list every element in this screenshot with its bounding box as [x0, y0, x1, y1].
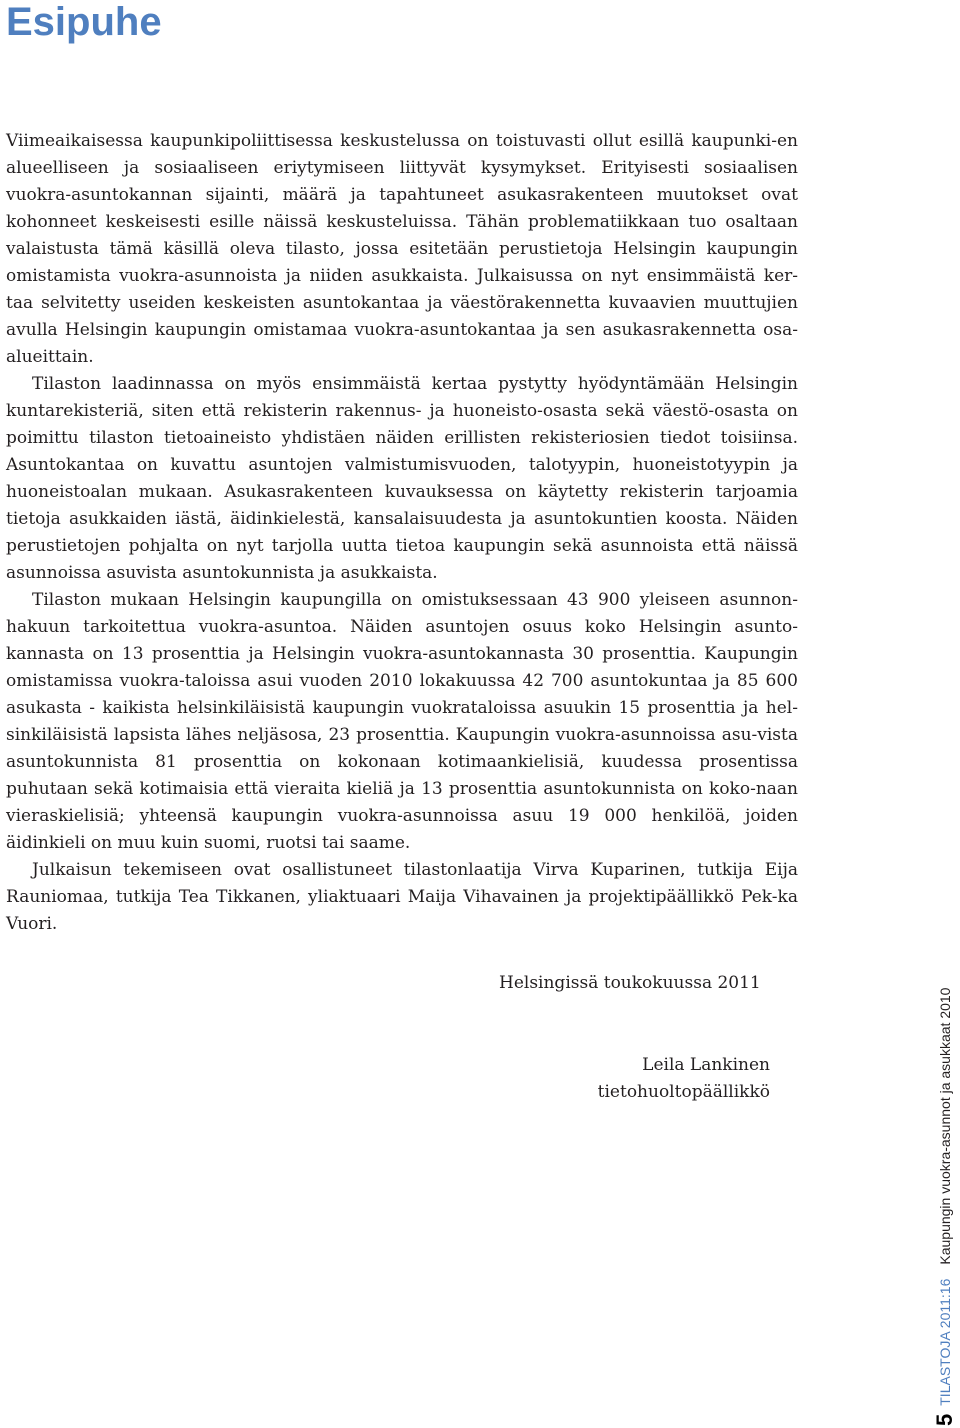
paragraph-1: Viimeaikaisessa kaupunkipoliittisessa keskustelussa on toistuvasti ollut esillä kaupunki-en alueelliseen ja sosiaaliseen eriytymiseen liittyvät kysymykset. Erityisesti sosiaalisen vuokra-asuntokannan sijainti, määrä ja tapahtuneet asukasrakenteen muutokset ovat kohonneet keskeisesti esille näissä keskusteluissa. Tähän problematiikkaan tuo osaltaan valaistusta tämä käsillä oleva tilasto, jossa esitetään perustietoja Helsingin kaupungin omistamista vuokra-asunnoista ja niiden asukkaista. Julkaisussa on nyt ensimmäistä ker-taa selvitetty useiden keskeisten asuntokantaa ja väestörakennetta kuvaavien muuttujien avulla Helsingin kaupungin omistamaa vuokra-asuntokantaa ja sen asukasrakennetta osa-alueittain. [6, 131, 798, 367]
signatory-title: tietohuoltopäällikkö [597, 1082, 770, 1102]
page-sidebar [932, 928, 958, 1428]
series-label: TILASTOJA 2011:16 [937, 1278, 953, 1406]
place-date: Helsingissä toukokuussa 2011 [499, 973, 761, 993]
signature-block [560, 1052, 770, 1106]
page-number: 5 [932, 1413, 957, 1426]
publication-title: Kaupungin vuokra-asunnot ja asukkaat 2010 [937, 987, 953, 1265]
paragraph-4: Julkaisun tekemiseen ovat osallistuneet tilastonlaatija Virva Kuparinen, tutkija Eija Rauniomaa, tutkija Tea Tikkanen, yliaktuaari Maija Vihavainen ja projektipäällikkö Pek-ka Vuori. [6, 860, 798, 934]
page-title: Esipuhe [6, 0, 162, 44]
preface-body [6, 128, 798, 938]
paragraph-3: Tilaston mukaan Helsingin kaupungilla on omistuksessaan 43 900 yleiseen asunnon-hakuun tarkoitettua vuokra-asuntoa. Näiden asuntojen osuus koko Helsingin asunto-kannasta on 13 prosenttia ja Helsingin vuokra-asuntokannasta 30 prosenttia. Kaupungin omistamissa vuokra-taloissa asui vuoden 2010 lokakuussa 42 700 asuntokuntaa ja 85 600 asukasta - kaikista helsinkiläisistä kaupungin vuokrataloissa asuukin 15 prosenttia ja hel-sinkiläisistä lapsista lähes neljäsosa, 23 prosenttia. Kaupungin vuokra-asunnoissa asu-vista asuntokunnista 81 prosenttia on kokonaan kotimaankielisiä, kuudessa prosentissa puhutaan sekä kotimaisia että vieraita kieliä ja 13 prosenttia asuntokunnista on koko-naan vieraskielisiä; yhteensä kaupungin vuokra-asunnoissa asuu 19 000 henkilöä, joiden äidinkieli on muu kuin suomi, ruotsi tai saame. [6, 590, 798, 853]
paragraph-2: Tilaston laadinnassa on myös ensimmäistä kertaa pystytty hyödyntämään Helsingin kuntarekisteriä, siten että rekisterin rakennus- ja huoneisto-osasta sekä väestö-osasta on poimittu tilaston tietoaineisto yhdistäen näiden erillisten rekisteriosien tiedot toisiinsa. Asuntokantaa on kuvattu asuntojen valmistumisvuoden, talotyypin, huoneistotyypin ja huoneistoalan mukaan. Asukasrakenteen kuvauksessa on käytetty rekisterin tarjoamia tietoja asukkaiden iästä, äidinkielestä, kansalaisuudesta ja asuntokuntien koosta. Näiden perustietojen pohjalta on nyt tarjolla uutta tietoa kaupungin sekä asunnoista että näissä asunnoissa asuvista asuntokunnista ja asukkaista. [6, 374, 798, 583]
signatory-name: Leila Lankinen [642, 1055, 770, 1075]
